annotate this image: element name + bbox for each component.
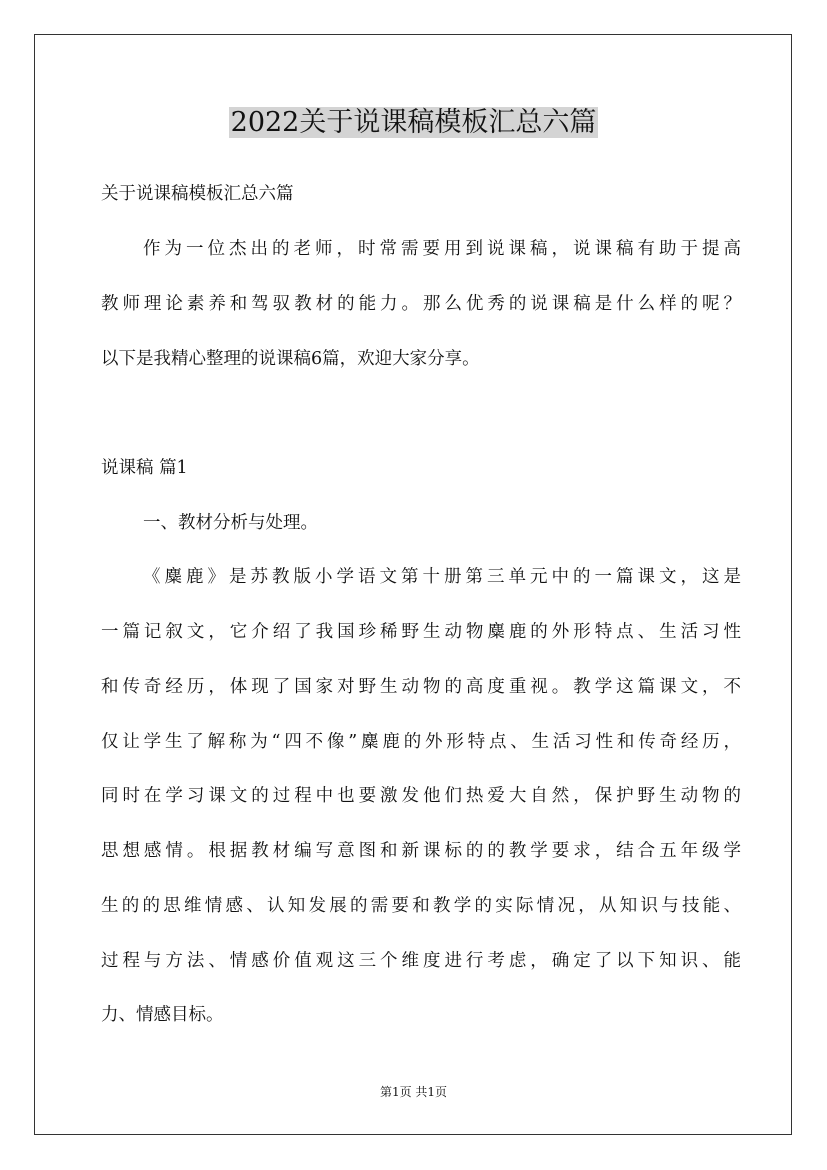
body-paragraph-line: 和传奇经历，体现了国家对野生动物的高度重视。教学这篇课文，不	[101, 677, 741, 697]
body-paragraph-line: 生的的思维情感、认知发展的需要和教学的实际情况，从知识与技能、	[101, 896, 741, 916]
document-title	[0, 104, 827, 142]
body-paragraph-line: 同时在学习课文的过程中也要激发他们热爱大自然，保护野生动物的	[101, 786, 741, 806]
body-paragraph-line: 一篇记叙文，它介绍了我国珍稀野生动物麋鹿的外形特点、生活习性	[101, 622, 741, 642]
page-number-footer: 第1页 共1页	[379, 1085, 448, 1099]
intro-paragraph-line: 作为一位杰出的老师，时常需要用到说课稿，说课稿有助于提高	[143, 239, 741, 259]
body-paragraph-line: 仅让学生了解称为“四不像”麋鹿的外形特点、生活习性和传奇经历，	[101, 732, 741, 752]
body-paragraph-line: 过程与方法、情感价值观这三个维度进行考虑，确定了以下知识、能	[101, 951, 741, 971]
document-title-text: 2022关于说课稿模板汇总六篇	[230, 107, 597, 138]
subtitle-line: 关于说课稿模板汇总六篇	[101, 184, 294, 204]
body-paragraph-line: 《麋鹿》是苏教版小学语文第十册第三单元中的一篇课文，这是	[143, 567, 741, 587]
intro-paragraph-line: 教师理论素养和驾驭教材的能力。那么优秀的说课稿是什么样的呢？	[101, 294, 741, 314]
subsection-heading: 一、教材分析与处理。	[143, 513, 318, 533]
body-paragraph-line: 力、情感目标。	[101, 1005, 224, 1025]
intro-paragraph-line: 以下是我精心整理的说课稿6篇，欢迎大家分享。	[101, 349, 480, 369]
section-heading: 说课稿 篇1	[101, 458, 188, 478]
body-paragraph-line: 思想感情。根据教材编写意图和新课标的的教学要求，结合五年级学	[101, 841, 741, 861]
